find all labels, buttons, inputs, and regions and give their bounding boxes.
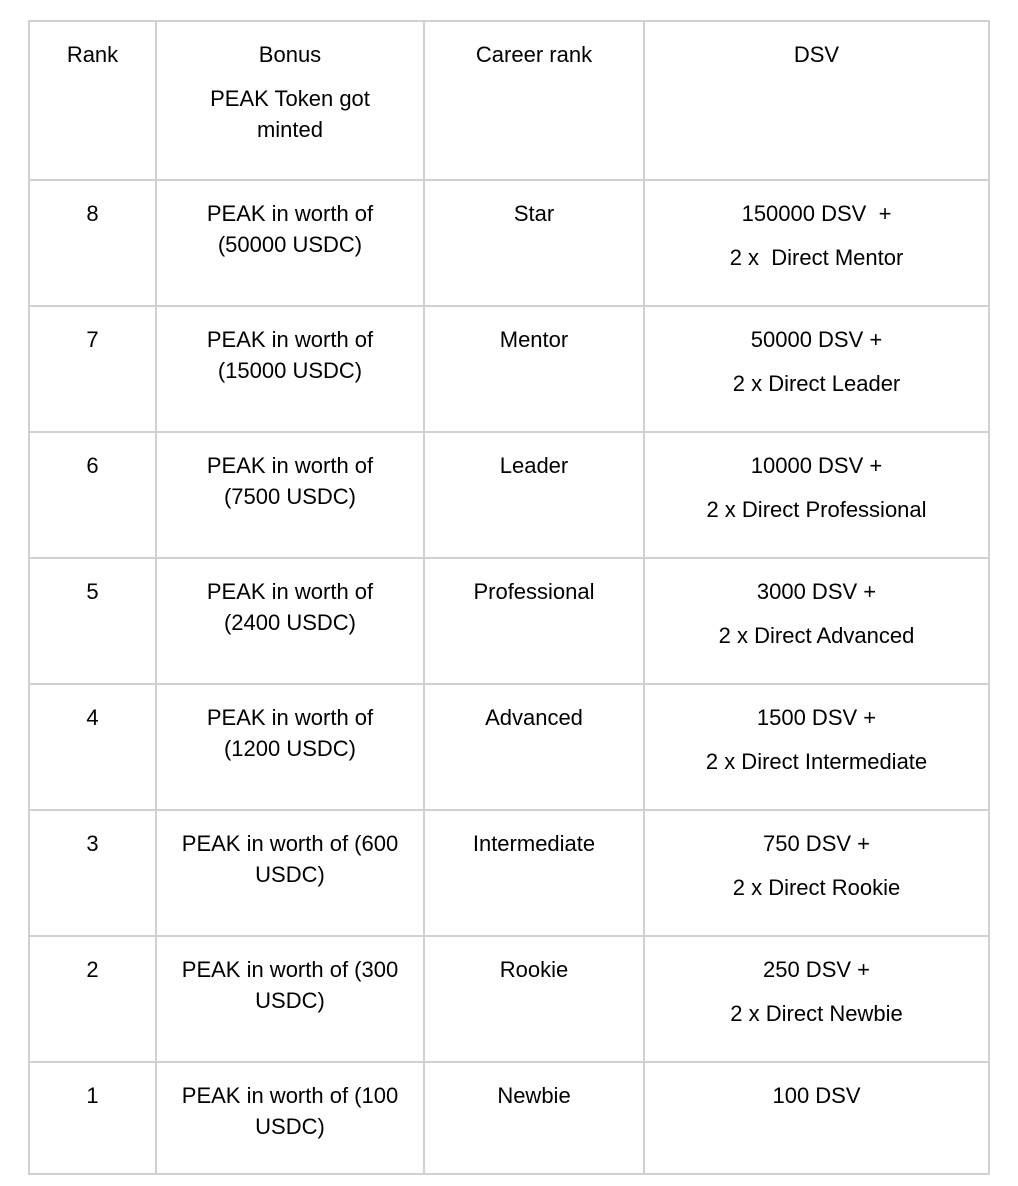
cell-career-rank (424, 810, 644, 936)
cell-dsv (644, 684, 989, 810)
bonus-value: PEAK in worth of (15000 USDC) (206, 327, 380, 383)
career-rank-value: Intermediate (472, 831, 596, 856)
cell-bonus (156, 306, 424, 432)
table-row (29, 558, 989, 684)
cell-career-rank (424, 1062, 644, 1174)
dsv-value: 750 DSV + (762, 831, 870, 856)
cell-career-rank (424, 432, 644, 558)
rank-value: 7 (86, 327, 99, 352)
bonus-value: PEAK in worth of (2400 USDC) (206, 579, 380, 635)
dsv-value: 250 DSV + (762, 957, 870, 982)
table-row (29, 306, 989, 432)
bonus-value: PEAK in worth of (100 USDC) (181, 1083, 405, 1139)
cell-career-rank (424, 306, 644, 432)
career-rank-value: Advanced (485, 705, 583, 730)
cell-bonus (156, 936, 424, 1062)
header-bonus-sublabel: PEAK Token got minted (210, 86, 377, 142)
dsv-value: 50000 DSV + (750, 327, 883, 352)
header-dsv (644, 21, 989, 180)
cell-dsv (644, 180, 989, 306)
cell-rank (29, 558, 156, 684)
bonus-value: PEAK in worth of (600 USDC) (181, 831, 405, 887)
cell-rank (29, 306, 156, 432)
cell-dsv (644, 306, 989, 432)
bonus-value: PEAK in worth of (7500 USDC) (206, 453, 380, 509)
cell-dsv (644, 810, 989, 936)
dsv-requirement: 2 x Direct Professional (706, 497, 927, 522)
career-rank-table (28, 20, 990, 1175)
dsv-requirement: 2 x Direct Mentor (729, 245, 904, 270)
dsv-value: 3000 DSV + (756, 579, 877, 604)
rank-value: 6 (86, 453, 99, 478)
career-rank-value: Newbie (497, 1083, 571, 1108)
dsv-requirement: 2 x Direct Leader (732, 371, 901, 396)
dsv-value: 10000 DSV + (750, 453, 883, 478)
rank-value: 4 (86, 705, 99, 730)
cell-career-rank (424, 558, 644, 684)
header-dsv-label: DSV (793, 42, 840, 67)
cell-rank (29, 1062, 156, 1174)
cell-dsv (644, 936, 989, 1062)
cell-rank (29, 810, 156, 936)
rank-value: 2 (86, 957, 99, 982)
table-row (29, 684, 989, 810)
cell-career-rank (424, 936, 644, 1062)
dsv-requirement: 2 x Direct Advanced (718, 623, 915, 648)
career-rank-value: Rookie (499, 957, 569, 982)
cell-dsv (644, 1062, 989, 1174)
header-career-rank (424, 21, 644, 180)
cell-bonus (156, 432, 424, 558)
cell-bonus (156, 684, 424, 810)
table-row (29, 432, 989, 558)
rank-value: 3 (86, 831, 99, 856)
rank-value: 8 (86, 201, 99, 226)
table-row (29, 936, 989, 1062)
dsv-value: 100 DSV (772, 1083, 861, 1108)
bonus-value: PEAK in worth of (50000 USDC) (206, 201, 380, 257)
career-rank-value: Star (513, 201, 555, 226)
table-row (29, 810, 989, 936)
dsv-requirement: 2 x Direct Rookie (732, 875, 901, 900)
cell-bonus (156, 810, 424, 936)
table-row (29, 180, 989, 306)
cell-bonus (156, 1062, 424, 1174)
cell-career-rank (424, 180, 644, 306)
cell-rank (29, 180, 156, 306)
table-row (29, 1062, 989, 1174)
career-rank-value: Professional (473, 579, 595, 604)
dsv-requirement: 2 x Direct Intermediate (705, 749, 928, 774)
career-rank-value: Mentor (499, 327, 569, 352)
rank-value: 1 (86, 1083, 99, 1108)
dsv-value: 1500 DSV + (756, 705, 877, 730)
cell-dsv (644, 558, 989, 684)
dsv-requirement: 2 x Direct Newbie (730, 1001, 903, 1026)
table-header-row (29, 21, 989, 180)
cell-bonus (156, 558, 424, 684)
rank-value: 5 (86, 579, 99, 604)
cell-rank (29, 684, 156, 810)
header-rank (29, 21, 156, 180)
header-rank-label: Rank (66, 42, 119, 67)
cell-dsv (644, 432, 989, 558)
header-bonus (156, 21, 424, 180)
cell-bonus (156, 180, 424, 306)
cell-rank (29, 432, 156, 558)
bonus-value: PEAK in worth of (1200 USDC) (206, 705, 380, 761)
header-bonus-label: Bonus (258, 42, 322, 67)
cell-rank (29, 936, 156, 1062)
header-career-rank-label: Career rank (475, 42, 593, 67)
cell-career-rank (424, 684, 644, 810)
dsv-value: 150000 DSV + (741, 201, 892, 226)
career-rank-value: Leader (499, 453, 569, 478)
bonus-value: PEAK in worth of (300 USDC) (181, 957, 405, 1013)
